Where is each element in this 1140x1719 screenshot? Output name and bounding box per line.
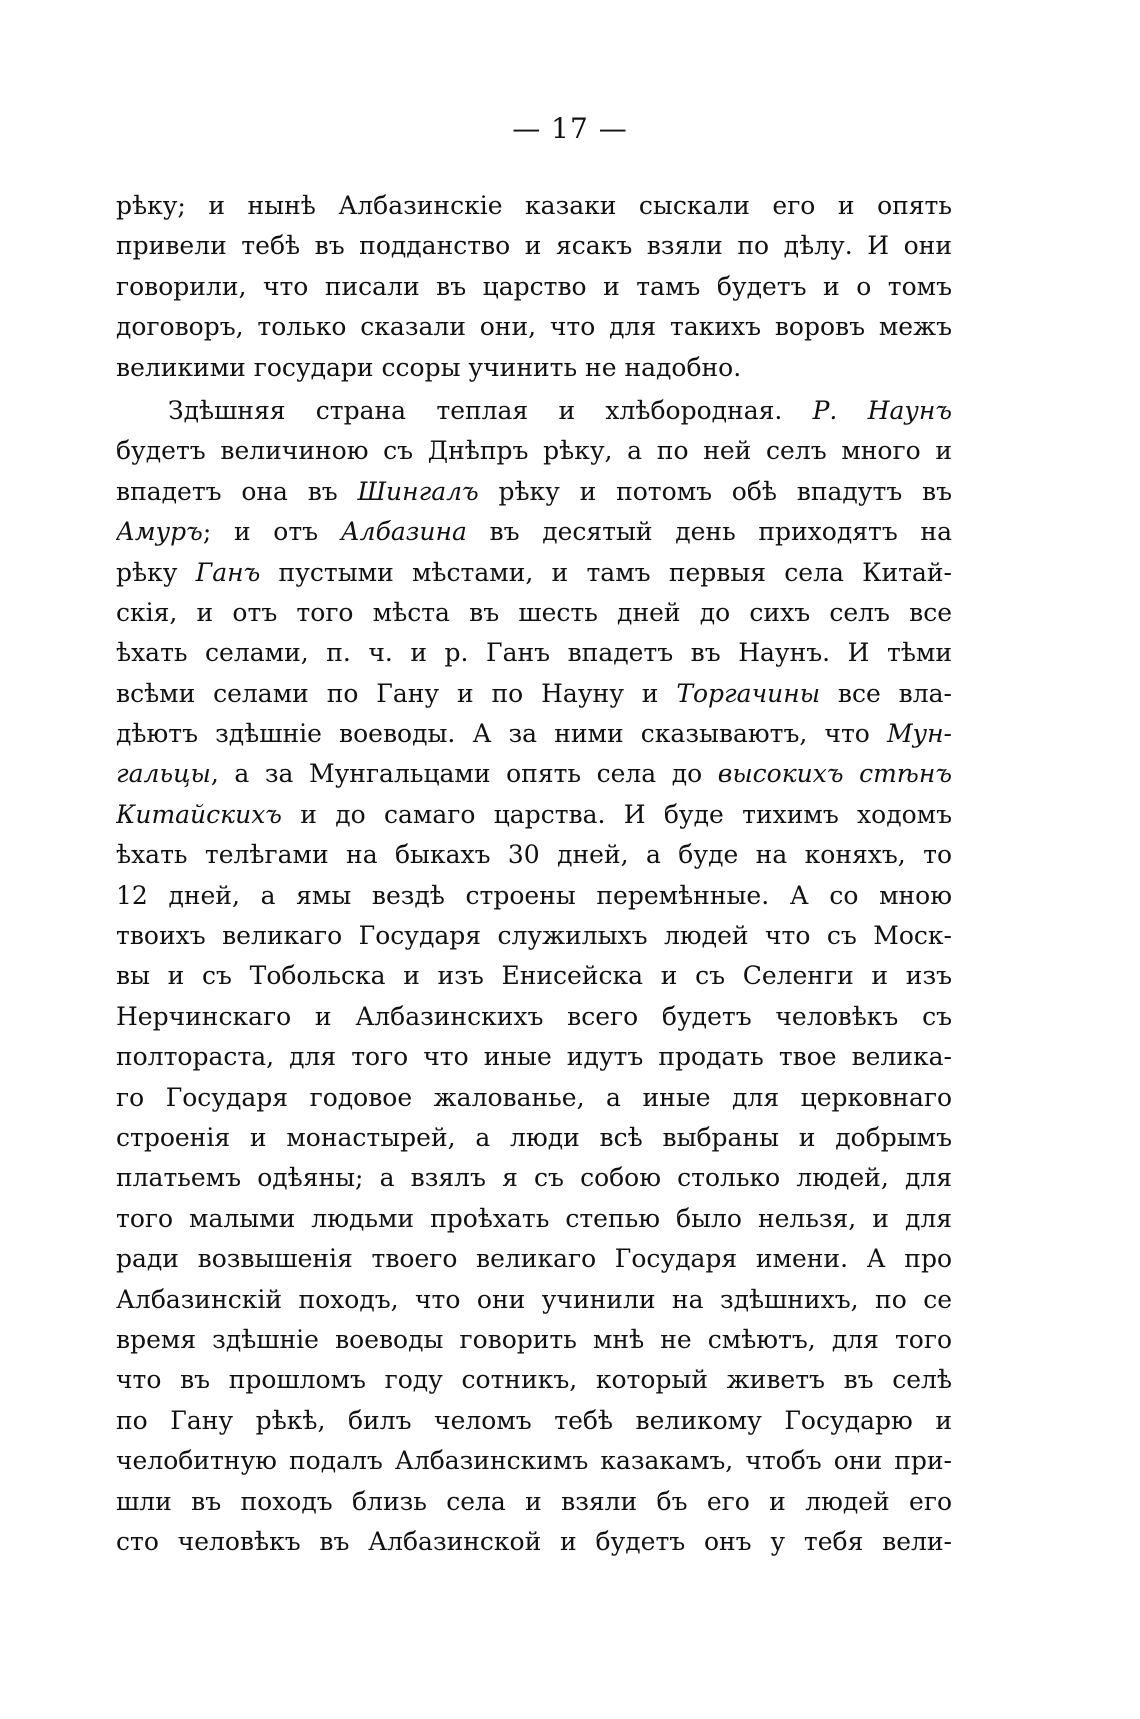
text-segment: всѣми селами по Гану и по Науну и	[116, 678, 677, 708]
text-segment: платьемъ одѣяны; а взялъ я съ собою столько людей, для	[116, 1163, 952, 1193]
text-line	[116, 1158, 952, 1198]
italic-text-segment: Амуръ	[116, 517, 203, 547]
text-line	[116, 1118, 952, 1158]
text-segment: въ десятый день приходятъ на	[466, 517, 952, 547]
text-segment: вы и съ Тобольска и изъ Енисейска и съ Селенги и изъ	[116, 961, 952, 991]
text-line	[116, 1280, 952, 1320]
page-number: — 17 —	[512, 112, 628, 145]
text-line	[116, 307, 952, 347]
text-segment: рѣку и потомъ обѣ впадутъ въ	[478, 476, 952, 506]
text-segment: рѣку	[116, 557, 196, 587]
italic-text-segment: Китайскихъ	[116, 799, 282, 829]
text-segment: привели тебѣ въ подданство и ясакъ взяли по дѣлу. И они	[116, 231, 952, 261]
text-segment: рѣку; и нынѣ Албазинскіе казаки сыскали его и опять	[116, 191, 952, 220]
text-segment: того малыми людьми проѣхать степью было нельзя, и для	[116, 1203, 952, 1233]
text-line	[116, 431, 952, 471]
text-line	[116, 997, 952, 1037]
italic-text-segment: высокихъ стѣнъ	[717, 759, 952, 789]
text-segment: строенія и монастырей, а люди всѣ выбраны и добрымъ	[116, 1122, 952, 1152]
text-segment: Здѣшняя страна теплая и хлѣбородная.	[168, 395, 813, 425]
text-segment: 12 дней, а ямы вездѣ строены перемѣнные. А со мною	[116, 880, 952, 910]
text-segment: полтораста, для того что иные идутъ продать твое велика-	[116, 1042, 952, 1072]
text-line	[116, 1401, 952, 1441]
text-segment: скія, и отъ того мѣста въ шесть дней до сихъ селъ все	[116, 597, 952, 627]
text-line	[116, 1482, 952, 1522]
text-line	[116, 876, 952, 916]
italic-text-segment: Мун-	[886, 719, 952, 749]
text-line	[116, 226, 952, 266]
italic-text-segment: Торгачины	[676, 678, 821, 708]
text-segment: сто человѣкъ въ Албазинской и будетъ онъ у тебя вели-	[116, 1526, 952, 1556]
text-line	[116, 795, 952, 835]
text-line	[116, 512, 952, 552]
text-line	[116, 472, 952, 512]
text-line	[116, 956, 952, 996]
text-segment: что въ прошломъ году сотникъ, который живетъ въ селѣ	[116, 1365, 952, 1395]
text-line	[116, 348, 952, 388]
text-line	[116, 593, 952, 633]
italic-text-segment: Шингалъ	[357, 476, 479, 506]
text-line	[116, 1522, 952, 1562]
text-line	[116, 835, 952, 875]
text-segment: , а за Мунгальцами опять села до	[210, 759, 718, 789]
text-segment: шли въ походъ близь села и взяли бъ его и людей его	[116, 1486, 952, 1516]
text-segment: все вла-	[820, 678, 952, 708]
text-segment: ; и отъ	[202, 517, 341, 547]
text-segment: великими государи ссоры учинить не надобно.	[116, 352, 742, 382]
body-text	[116, 186, 952, 1562]
text-segment: впадетъ она въ	[116, 476, 358, 506]
text-segment: время здѣшніе воеводы говорить мнѣ не смѣютъ, для того	[116, 1324, 952, 1354]
text-segment: Нерчинскаго и Албазинскихъ всего будетъ человѣкъ съ	[116, 1001, 952, 1031]
text-segment: говорили, что писали въ царство и тамъ будетъ и о томъ	[116, 271, 952, 301]
text-segment: ѣхать селами, п. ч. и р. Ганъ впадетъ въ Наунъ. И тѣми	[116, 638, 952, 668]
text-segment: твоихъ великаго Государя служилыхъ людей что съ Моск-	[116, 921, 952, 951]
italic-text-segment: Албазина	[340, 517, 467, 547]
italic-text-segment: Р. Наунъ	[812, 395, 952, 425]
text-line	[116, 1441, 952, 1481]
italic-text-segment: Ганъ	[195, 557, 261, 587]
text-segment: будетъ величиною съ Днѣпръ рѣку, а по ней селъ много и	[116, 436, 952, 466]
text-line	[116, 754, 952, 794]
text-line	[116, 1037, 952, 1077]
text-line	[116, 916, 952, 956]
text-line	[116, 1360, 952, 1400]
text-line	[116, 633, 952, 673]
text-segment: ради возвышенія твоего великаго Государя имени. А про	[116, 1244, 952, 1274]
text-line	[116, 1320, 952, 1360]
text-segment: ѣхать телѣгами на быкахъ 30 дней, а буде на коняхъ, то	[116, 840, 952, 870]
text-segment: Албазинскій походъ, что они учинили на здѣшнихъ, по се	[116, 1284, 952, 1314]
text-segment: дѣютъ здѣшніе воеводы. А за ними сказываютъ, что	[116, 719, 887, 749]
italic-text-segment: гальцы	[116, 759, 211, 789]
text-line	[116, 714, 952, 754]
text-line	[116, 674, 952, 714]
text-segment: го Государя годовое жалованье, а иные для церковнаго	[116, 1082, 952, 1112]
text-line	[116, 1239, 952, 1279]
text-segment: по Гану рѣкѣ, билъ челомъ тебѣ великому Государю и	[116, 1405, 952, 1435]
text-line	[116, 1078, 952, 1118]
text-segment: пустыми мѣстами, и тамъ первыя села Китай-	[260, 557, 952, 587]
text-segment: челобитную подалъ Албазинскимъ казакамъ, чтобъ они при-	[116, 1446, 952, 1476]
text-segment: и до самаго царства. И буде тихимъ ходомъ	[281, 799, 952, 829]
text-line	[116, 1199, 952, 1239]
text-line	[116, 186, 952, 226]
text-segment: договоръ, только сказали они, что для такихъ воровъ межъ	[116, 312, 952, 342]
text-line	[116, 267, 952, 307]
text-line	[116, 553, 952, 593]
text-line	[116, 391, 952, 431]
